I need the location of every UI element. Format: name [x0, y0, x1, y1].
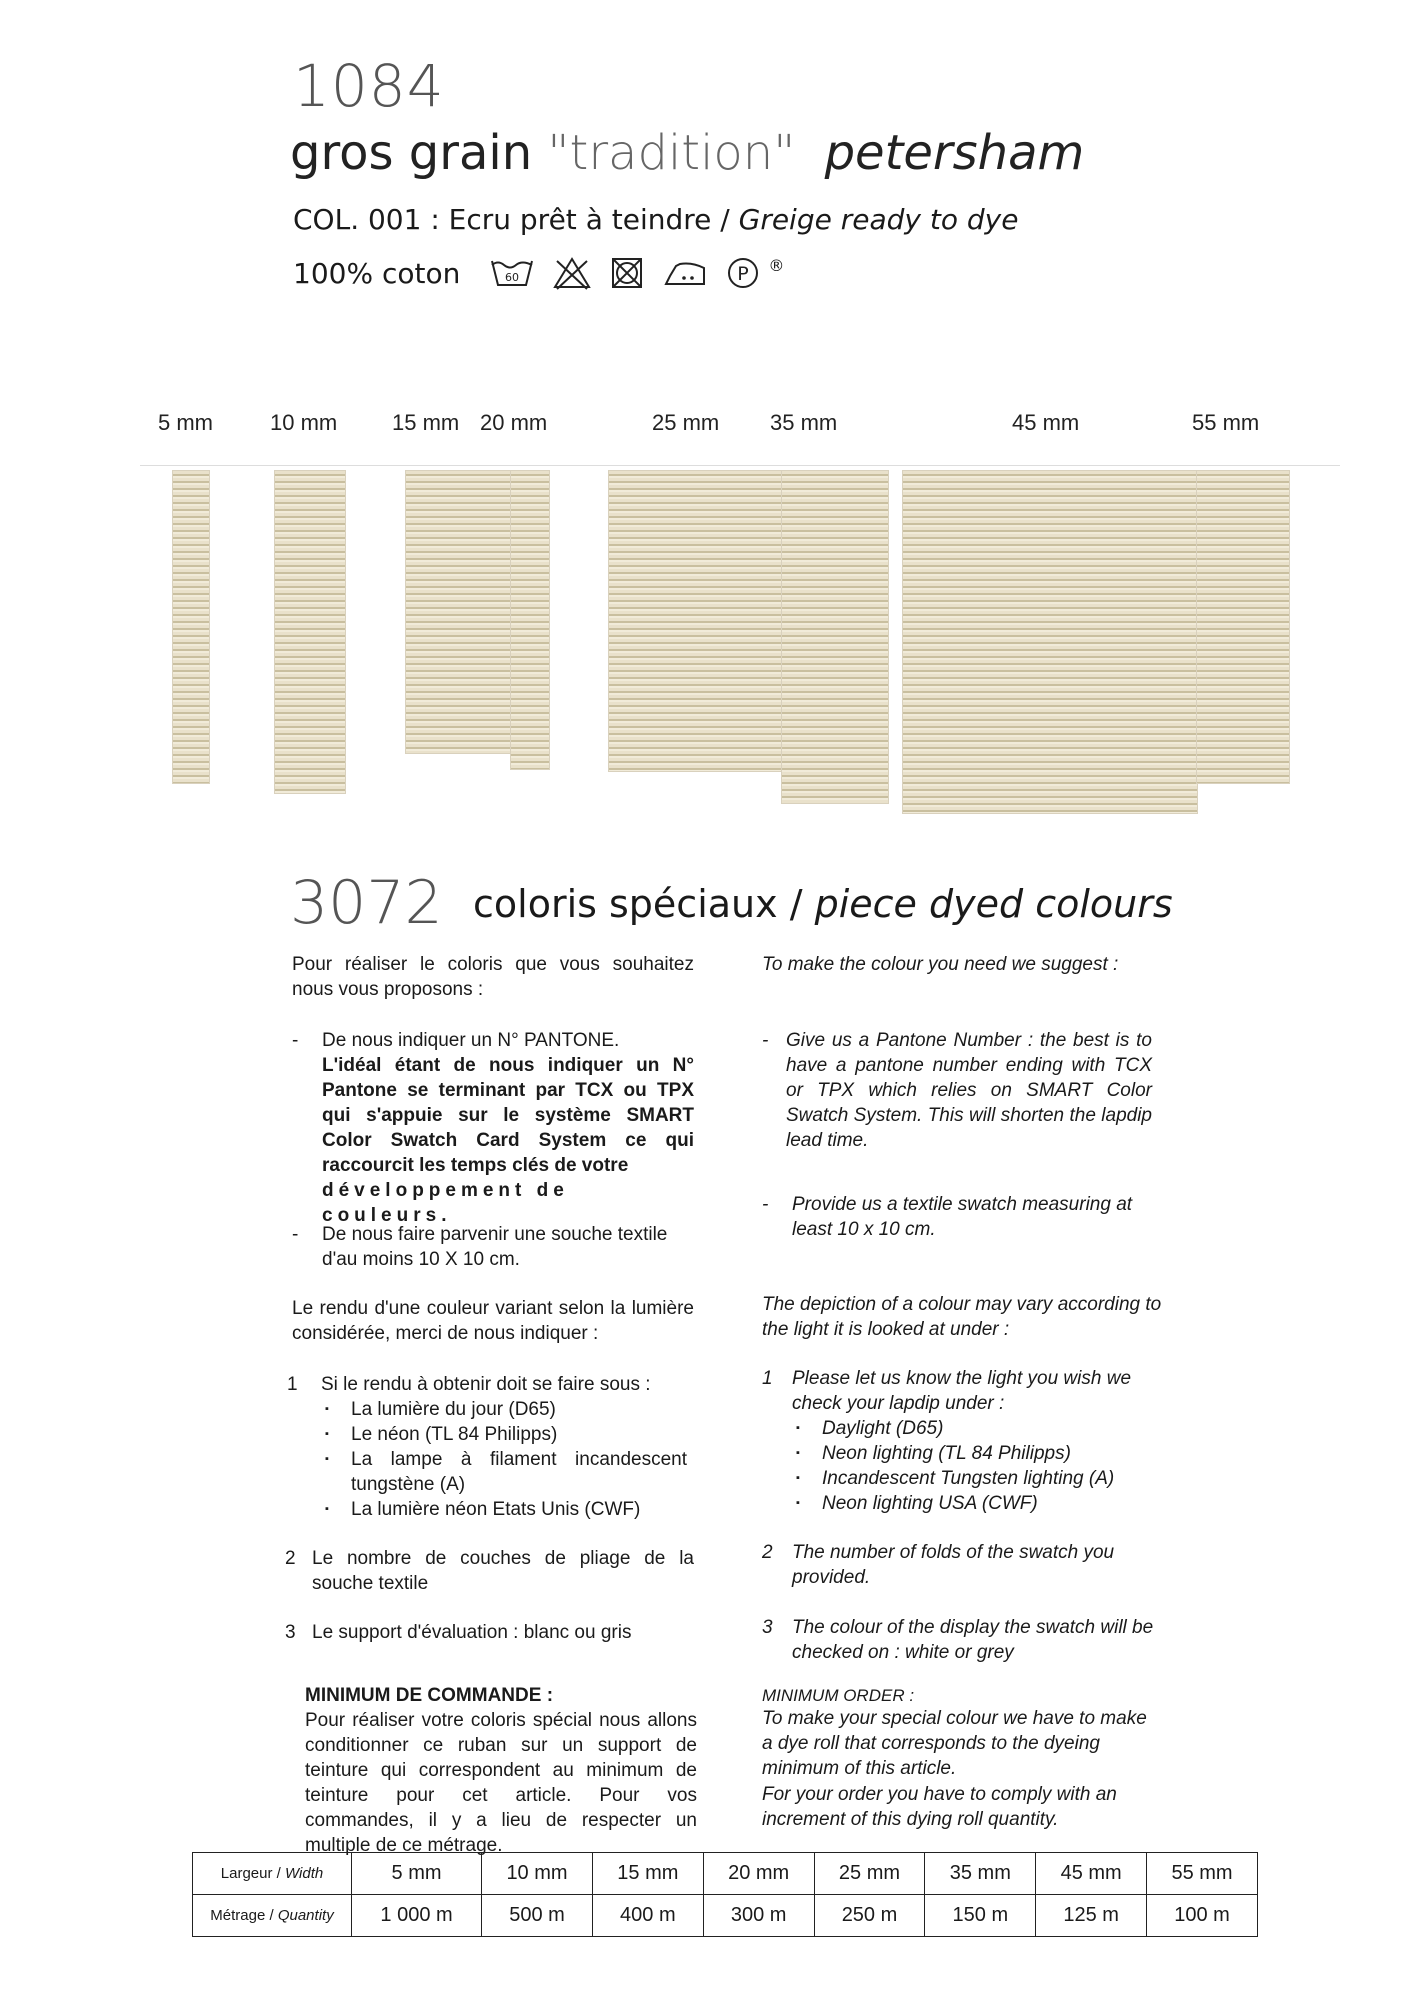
color-line	[293, 203, 1018, 236]
wash-60-icon	[490, 257, 534, 289]
table-cell: 35 mm	[925, 1853, 1036, 1895]
dryclean-letter: P	[737, 263, 750, 285]
list-item: ▪ La lumière du jour (D65)	[321, 1397, 687, 1422]
fr-item-3-text: Le support d'évaluation : blanc ou gris	[312, 1622, 632, 1643]
composition-line	[293, 256, 784, 290]
ribbon-swatch-45mm	[902, 470, 1198, 814]
article-name-quoted: "tradition"	[547, 125, 796, 181]
fr-pantone-block: - De nous indiquer un N° PANTONE. L'idéal étant de nous indiquer un N° Pantone se terminant par TCX ou TPX qui s'appuie sur le système SMART Color Swatch Card System ce qui raccourcit les temps clés de votre développement de couleurs.	[292, 1030, 694, 1226]
fr-item-1-num: 1	[287, 1374, 298, 1395]
ribbon-swatch-10mm	[274, 470, 346, 794]
list-item: ▪ Daylight (D65)	[792, 1416, 1172, 1441]
list-item: ▪ Incandescent Tungsten lighting (A)	[792, 1466, 1172, 1491]
section-code: 3072	[290, 868, 443, 938]
fr-pantone-plain: De nous indiquer un N° PANTONE.	[322, 1030, 620, 1051]
list-item: ▪ Le néon (TL 84 Philipps)	[321, 1422, 687, 1447]
table-cell: 1 000 m	[352, 1895, 482, 1937]
en-item-2	[762, 1540, 1172, 1590]
en-intro: To make the colour you need we suggest :	[762, 954, 1119, 975]
table-cell: 20 mm	[703, 1853, 814, 1895]
fr-pantone-bold-last: développement de couleurs.	[322, 1180, 569, 1226]
table-row	[193, 1895, 1258, 1937]
table-cell: 10 mm	[482, 1853, 593, 1895]
table-row	[193, 1853, 1258, 1895]
en-item-1-num: 1	[762, 1368, 773, 1389]
list-item: ▪ Neon lighting USA (CWF)	[792, 1491, 1172, 1516]
fr-item-2-num: 2	[285, 1548, 296, 1569]
no-tumble-dry-icon	[610, 256, 644, 290]
ribbon-swatch-20mm	[510, 470, 550, 770]
care-symbols	[490, 256, 784, 290]
size-label: 55 mm	[1192, 410, 1260, 435]
color-line-fr: COL. 001 : Ecru prêt à teindre /	[293, 203, 730, 236]
en-min-text-1: To make your special colour we have to make a dye roll that corresponds to the dyeing minimum of this article.	[762, 1708, 1147, 1779]
article-name-prefix: gros grain	[290, 125, 533, 181]
fr-swatch: De nous faire parvenir une souche textile d'au moins 10 X 10 cm.	[322, 1224, 668, 1270]
size-label: 45 mm	[1012, 410, 1080, 435]
ribbon-swatch-35mm	[781, 470, 889, 804]
section-title-fr: coloris spéciaux /	[473, 882, 803, 926]
list-item: ▪ La lumière néon Etats Unis (CWF)	[321, 1497, 687, 1522]
size-label: 25 mm	[652, 410, 720, 435]
en-light-intro: The depiction of a colour may vary according to the light it is looked at under :	[762, 1294, 1162, 1340]
width-header: Largeur / Width	[193, 1853, 352, 1895]
fr-item-2-text: Le nombre de couches de pliage de la souche textile	[312, 1548, 694, 1594]
size-label: 35 mm	[770, 410, 838, 435]
table-cell: 45 mm	[1036, 1853, 1147, 1895]
table-cell: 25 mm	[814, 1853, 925, 1895]
fr-item-1	[287, 1372, 687, 1522]
size-label: 20 mm	[480, 410, 548, 435]
size-label: 10 mm	[270, 410, 338, 435]
en-swatch: Provide us a textile swatch measuring at least 10 x 10 cm.	[792, 1194, 1133, 1240]
en-min-text-2: For your order you have to comply with an increment of this dying roll quantity.	[762, 1784, 1117, 1830]
fr-item-1-text: Si le rendu à obtenir doit se faire sous :	[321, 1374, 651, 1395]
table-cell: 5 mm	[352, 1853, 482, 1895]
fr-pantone-bold: L'idéal étant de nous indiquer un N° Pantone se terminant par TCX ou TPX qui s'appuie sur le système SMART Color Swatch Card System ce qui raccourcit les temps clés de votre	[322, 1055, 694, 1176]
section-title	[473, 882, 1173, 926]
ribbon-swatch-55mm	[1196, 470, 1290, 784]
fr-intro: Pour réaliser le coloris que vous souhaitez nous vous proposons :	[292, 954, 694, 1000]
table-cell: 100 m	[1147, 1895, 1258, 1937]
en-item-3	[762, 1615, 1172, 1665]
en-pantone: Give us a Pantone Number : the best is to have a pantone number ending with TCX or TPX which relies on SMART Color Swatch System. This will shorten the lapdip lead time.	[786, 1030, 1152, 1151]
en-pantone-block: - Give us a Pantone Number : the best is to have a pantone number ending with TCX or TPX which relies on SMART Color Swatch System. This will shorten the lapdip lead time.	[762, 1030, 1152, 1151]
fr-min-title: MINIMUM DE COMMANDE :	[305, 1685, 554, 1706]
no-bleach-icon	[552, 256, 592, 290]
article-name-suffix: petersham	[824, 125, 1085, 181]
table-cell: 500 m	[482, 1895, 593, 1937]
ribbon-swatch-5mm	[172, 470, 210, 784]
en-item-2-num: 2	[762, 1542, 773, 1563]
size-label: 15 mm	[392, 410, 460, 435]
table-cell: 55 mm	[1147, 1853, 1258, 1895]
table-cell: 400 m	[592, 1895, 703, 1937]
en-item-2-text: The number of folds of the swatch you provided.	[792, 1542, 1115, 1588]
article-code: 1084	[293, 52, 445, 120]
table-cell: 125 m	[1036, 1895, 1147, 1937]
ribbon-swatch-25mm	[608, 470, 783, 772]
registered-mark: ®	[768, 256, 785, 275]
fr-min-text: Pour réaliser votre coloris spécial nous allons conditionner ce ruban sur un support de teinture qui correspondent au minimum de teinture pour cet article. Pour vos commandes, il y a lieu de respecter un multiple de ce métrage.	[305, 1710, 697, 1856]
fr-item-3	[285, 1620, 694, 1645]
en-item-3-text: The colour of the display the swatch will be checked on : white or grey	[792, 1617, 1154, 1663]
en-light-list	[792, 1416, 1172, 1516]
en-min-title: MINIMUM ORDER :	[762, 1686, 915, 1705]
fr-light-list	[321, 1397, 687, 1522]
table-cell: 15 mm	[592, 1853, 703, 1895]
table-cell: 300 m	[703, 1895, 814, 1937]
dry-clean-p-icon	[726, 256, 760, 290]
quantity-header: Métrage / Quantity	[193, 1895, 352, 1937]
list-item: ▪ Neon lighting (TL 84 Philipps)	[792, 1441, 1172, 1466]
en-swatch-block: - Provide us a textile swatch measuring at least 10 x 10 cm.	[762, 1192, 1172, 1242]
fr-light-intro: Le rendu d'une couleur variant selon la lumière considérée, merci de nous indiquer :	[292, 1298, 694, 1344]
table-cell: 250 m	[814, 1895, 925, 1937]
composition: 100% coton	[293, 256, 461, 290]
en-item-3-num: 3	[762, 1617, 773, 1638]
list-item: ▪ La lampe à filament incandescent tungstène (A)	[321, 1447, 687, 1497]
iron-two-dots-icon	[662, 258, 708, 288]
ribbon-swatch-15mm	[405, 470, 512, 754]
size-label: 5 mm	[158, 410, 213, 435]
wash-temp: 60	[505, 271, 520, 284]
en-item-1	[762, 1366, 1172, 1516]
color-line-en: Greige ready to dye	[738, 203, 1019, 236]
table-cell: 150 m	[925, 1895, 1036, 1937]
en-item-1-text: Please let us know the light you wish we check your lapdip under :	[792, 1368, 1132, 1414]
fr-swatch-block: - De nous faire parvenir une souche textile d'au moins 10 X 10 cm.	[292, 1222, 694, 1272]
quantity-table	[192, 1852, 1258, 1937]
fr-item-2	[285, 1546, 694, 1596]
section-title-en: piece dyed colours	[814, 882, 1173, 926]
article-name	[290, 125, 1084, 181]
fr-item-3-num: 3	[285, 1622, 296, 1643]
